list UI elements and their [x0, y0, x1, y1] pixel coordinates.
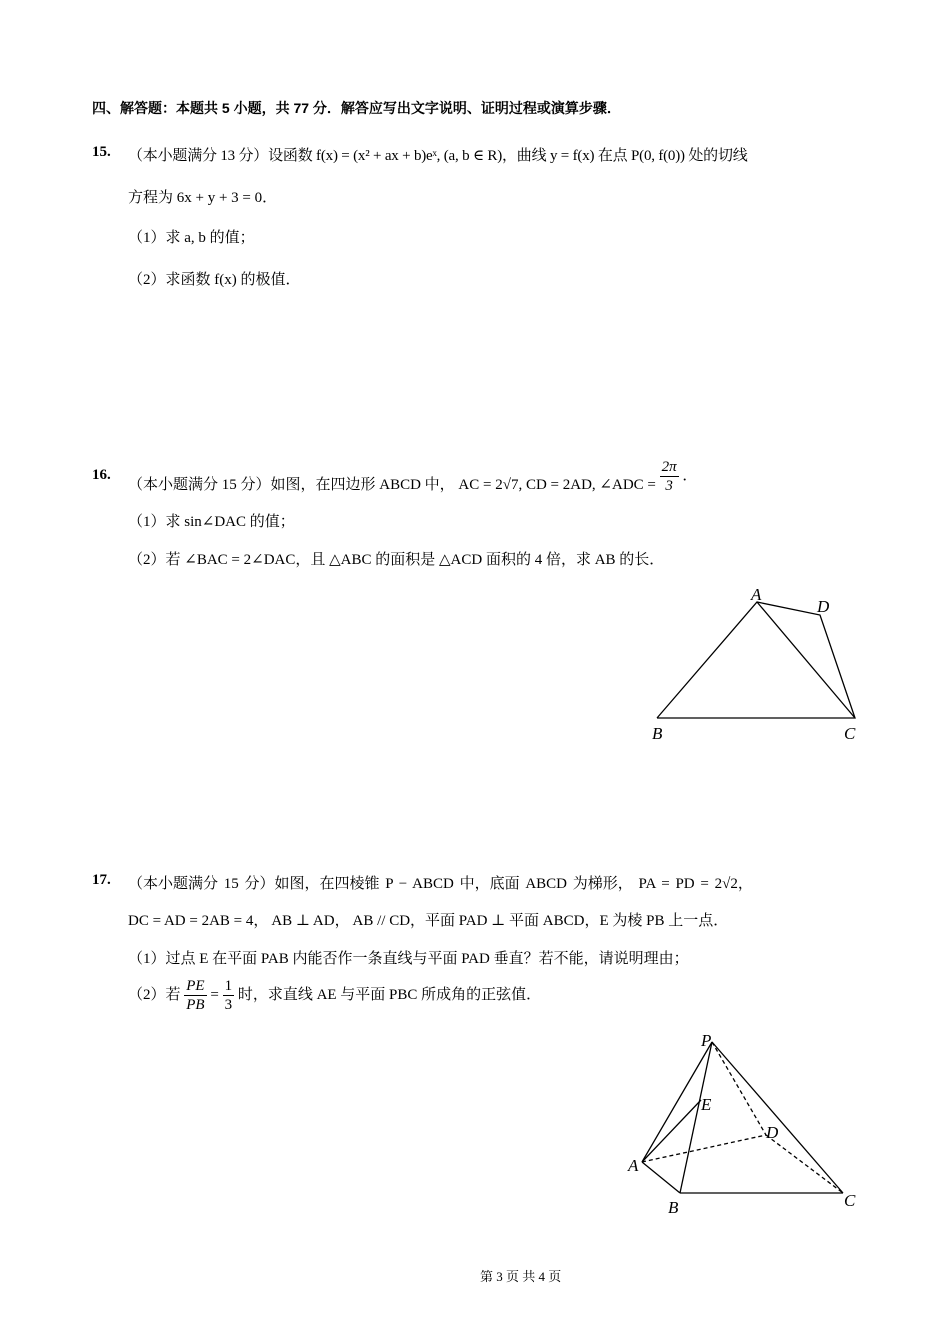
label-C: C [844, 724, 856, 743]
fraction [184, 977, 206, 1014]
label-B: B [652, 724, 663, 743]
label-D: D [766, 1123, 779, 1142]
label-A: A [628, 1156, 639, 1175]
q15-stem-cont: 方程为 6x + y + 3 = 0． [128, 190, 278, 206]
numerator: 1 [224, 978, 233, 994]
equals: = [210, 986, 219, 1003]
q17-part2 [128, 977, 541, 1014]
quadrilateral-figure [657, 602, 855, 718]
part2-prefix: （2）若 [128, 986, 181, 1003]
page-footer: 第 3 页 共 4 页 [480, 1269, 562, 1284]
q16-part1: （1）求 sin∠DAC 的值； [128, 514, 295, 530]
fraction [223, 977, 235, 1014]
part2-text: 时，求直线 AE 与平面 PBC 所成角的正弦值． [237, 986, 542, 1003]
label-P: P [701, 1031, 712, 1050]
section-header: 四、解答题：本题共 5 小题，共 77 分．解答应写出文字说明、证明过程或演算步骤． [92, 100, 621, 116]
q15-stem: （本小题满分 13 分）设函数 f(x) = (x² + ax + b)eˣ, (a, b ∈ R)，曲线 y = f(x) 在点 P(0, f(0)) 处的切线 [128, 148, 748, 164]
q17-stem: （本小题满分 15 分）如图，在四棱锥 P − ABCD 中，底面 ABCD 为梯形， PA = PD = 2√2， [128, 876, 753, 892]
question-number: 15. [92, 144, 111, 160]
label-D: D [817, 597, 830, 616]
pyramid-figure [642, 1042, 843, 1193]
q16-stem-text: （本小题满分 15 分）如图，在四边形 ABCD 中， AC = 2√7, CD = 2AD, ∠ADC = [128, 476, 656, 493]
label-E: E [701, 1095, 712, 1114]
period: ． [682, 467, 698, 484]
q17-part1: （1）过点 E 在平面 PAB 内能否作一条直线与平面 PAD 垂直？若不能，请说明理由； [128, 951, 689, 967]
q15-part2: （2）求函数 f(x) 的极值． [128, 272, 301, 288]
numerator: PE [186, 978, 205, 994]
label-A: A [751, 585, 762, 604]
q16-part2: （2）若 ∠BAC = 2∠DAC，且 △ABC 的面积是 △ACD 面积的 4 倍，求 AB 的长． [128, 552, 665, 568]
question-number: 17. [92, 872, 111, 888]
q17-stem-cont: DC = AD = 2AB = 4， AB ⊥ AD， AB // CD，平面 PAD ⊥ 平面 ABCD，E 为棱 PB 上一点． [128, 913, 729, 929]
denominator: PB [186, 997, 205, 1013]
denominator: 3 [224, 997, 233, 1013]
question-number: 16. [92, 467, 111, 483]
denominator: 3 [665, 478, 673, 494]
numerator: 2π [661, 459, 677, 475]
q15-part1: （1）求 a, b 的值； [128, 230, 255, 246]
label-C: C [844, 1191, 856, 1210]
label-B: B [668, 1198, 679, 1217]
